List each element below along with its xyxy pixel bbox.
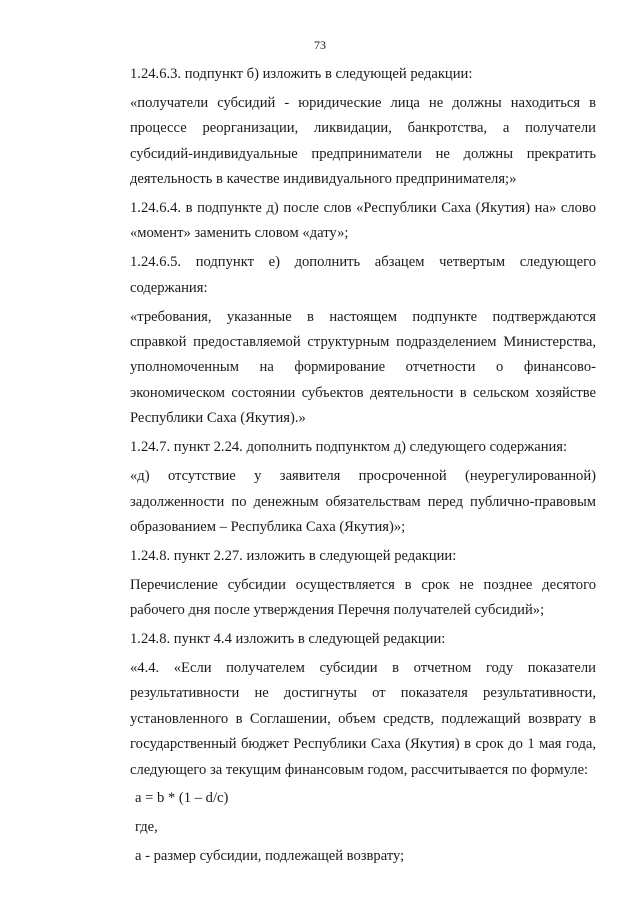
paragraph-1-24-8-a: 1.24.8. пункт 2.27. изложить в следующей редакции: bbox=[130, 547, 457, 564]
paragraph-quote-requirements: «требования, указанные в настоящем подпункте подтверждаются справкой предоставляемой структурным подразделением Министерства, уполномоченным на формирование отчетности о финансово-экономическом состоянии субъектов деятельности в сельском хозяйстве Республики Саха (Якутия).» bbox=[130, 308, 596, 427]
paragraph-quote-debt: «д) отсутствие у заявителя просроченной (неурегулированной) задолженности по денежным обязательствам перед публично-правовым образованием – Республика Саха (Якутия)»; bbox=[130, 468, 596, 535]
paragraph-quote-recipients: «получатели субсидий - юридические лица не должны находиться в процессе реорганизации, ликвидации, банкротства, а получатели субсидий-индивидуальные предприниматели не должны прекратить деятельность в качестве индивидуального предпринимателя;» bbox=[130, 94, 596, 188]
document-body bbox=[130, 62, 596, 873]
paragraph-1-24-6-5: 1.24.6.5. подпункт е) дополнить абзацем четвертым следующего содержания: bbox=[130, 254, 596, 296]
paragraph-1-24-8-b: 1.24.8. пункт 4.4 изложить в следующей редакции: bbox=[130, 631, 446, 648]
formula: a = b * (1 – d/c) bbox=[135, 790, 229, 807]
paragraph-1-24-7: 1.24.7. пункт 2.24. дополнить подпунктом д) следующего содержания: bbox=[130, 439, 568, 456]
paragraph-transfer: Перечисление субсидии осуществляется в срок не позднее десятого рабочего дня после утверждения Перечня получателей субсидий»; bbox=[130, 576, 596, 619]
paragraph-1-24-6-3: 1.24.6.3. подпункт б) изложить в следующей редакции: bbox=[130, 66, 473, 82]
where-label: где, bbox=[135, 819, 158, 836]
page-number: 73 bbox=[314, 38, 326, 52]
paragraph-1-24-6-4: 1.24.6.4. в подпункте д) после слов «Республики Саха (Якутия) на» слово «момент» заменить словом «дату»; bbox=[130, 200, 596, 242]
paragraph-4-4: «4.4. «Если получателем субсидии в отчетном году показатели результативности не достигнуты от показателя результативности, установленного в Соглашении, объем средств, подлежащий возврату в государственный бюджет Республики Саха (Якутия) в срок до 1 мая года, следующего за текущим финансовым годом, рассчитывается по формуле: bbox=[130, 659, 596, 778]
definition-a: a - размер субсидии, подлежащей возврату; bbox=[135, 848, 405, 865]
